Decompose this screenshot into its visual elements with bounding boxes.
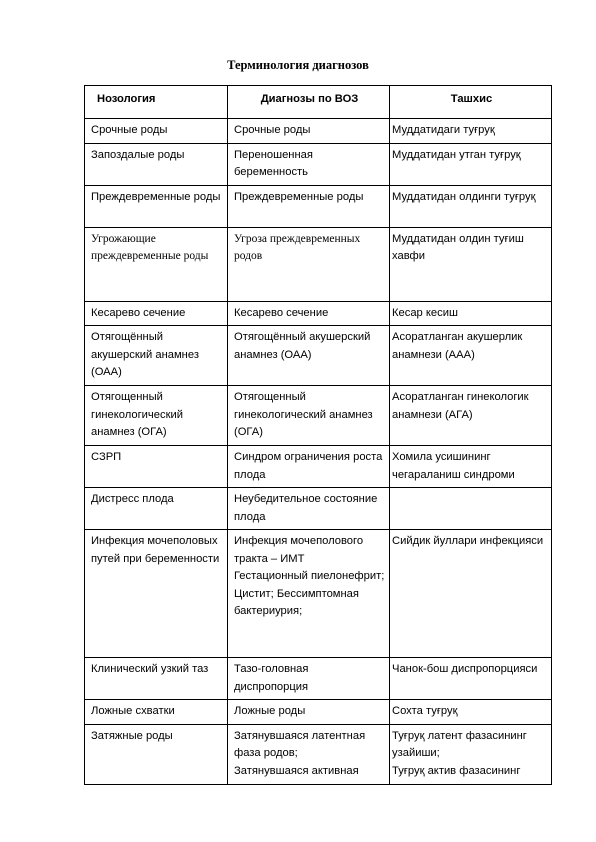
cell-nosology: Запоздалые роды xyxy=(85,143,228,185)
table-row xyxy=(85,227,552,301)
cell-tashkhis: Чанок-бош диспропорцияси xyxy=(390,658,552,700)
cell-nosology: Клинический узкий таз xyxy=(85,658,228,700)
table-header-row xyxy=(85,86,552,119)
cell-who: Затянувшаяся латентная фаза родов; Затянувшаяся активная xyxy=(228,724,390,784)
cell-who: Инфекция мочеполового тракта – ИМТ Гестационный пиелонефрит; Цистит; Бессимптомная бактериурия; xyxy=(228,530,390,658)
cell-nosology: Срочные роды xyxy=(85,119,228,144)
cell-who: Неубедительное состояние плода xyxy=(228,488,390,530)
document-title: Терминология диагнозов xyxy=(227,58,369,72)
cell-tashkhis: Асоратланган акушерлик анамнези (ААА) xyxy=(390,326,552,386)
header-tashkhis: Ташхис xyxy=(390,86,552,119)
cell-nosology: Затяжные роды xyxy=(85,724,228,784)
cell-who: Тазо-головная диспропорция xyxy=(228,658,390,700)
cell-who: Кесарево сечение xyxy=(228,301,390,326)
cell-who: Угроза преждевременных родов xyxy=(228,227,390,301)
cell-tashkhis: Хомила усишининг чегараланиш синдроми xyxy=(390,446,552,488)
cell-tashkhis: Сийдик йуллари инфекцияси xyxy=(390,530,552,658)
table-row xyxy=(85,386,552,446)
table-row xyxy=(85,143,552,185)
cell-nosology: Отягощённый акушерский анамнез (ОАА) xyxy=(85,326,228,386)
diagnosis-terminology-table xyxy=(84,85,552,785)
cell-nosology: Ложные схватки xyxy=(85,700,228,725)
cell-nosology: Отягощенный гинекологический анамнез (ОГА) xyxy=(85,386,228,446)
cell-nosology: Кесарево сечение xyxy=(85,301,228,326)
table-row xyxy=(85,326,552,386)
cell-nosology: Угрожающие преждевременные роды xyxy=(85,227,228,301)
cell-tashkhis: Муддатидаги туғруқ xyxy=(390,119,552,144)
cell-who: Переношенная беременность xyxy=(228,143,390,185)
table-row xyxy=(85,530,552,658)
cell-tashkhis: Муддатидан утган туғруқ xyxy=(390,143,552,185)
cell-tashkhis xyxy=(390,488,552,530)
cell-tashkhis: Асоратланган гинекологик анамнези (АГА) xyxy=(390,386,552,446)
table-row xyxy=(85,724,552,784)
cell-nosology: Преждевременные роды xyxy=(85,185,228,227)
table-row xyxy=(85,185,552,227)
cell-who: Синдром ограничения роста плода xyxy=(228,446,390,488)
cell-tashkhis: Кесар кесиш xyxy=(390,301,552,326)
cell-who: Срочные роды xyxy=(228,119,390,144)
cell-tashkhis: Сохта туғруқ xyxy=(390,700,552,725)
cell-nosology: Инфекция мочеполовых путей при беременности xyxy=(85,530,228,658)
cell-tashkhis: Муддатидан олдин туғиш хавфи xyxy=(390,227,552,301)
table-row xyxy=(85,488,552,530)
cell-nosology: СЗРП xyxy=(85,446,228,488)
cell-nosology: Дистресс плода xyxy=(85,488,228,530)
table-row xyxy=(85,119,552,144)
cell-tashkhis: Муддатидан олдинги туғруқ xyxy=(390,185,552,227)
cell-who: Ложные роды xyxy=(228,700,390,725)
cell-who: Отягощенный гинекологический анамнез (ОГА) xyxy=(228,386,390,446)
table-row xyxy=(85,301,552,326)
cell-tashkhis: Туғруқ латент фазасининг узайиши; Туғруқ актив фазасининг xyxy=(390,724,552,784)
cell-who: Преждевременные роды xyxy=(228,185,390,227)
header-nosology: Нозология xyxy=(85,86,228,119)
header-who-diagnoses: Диагнозы по ВОЗ xyxy=(228,86,390,119)
table-row xyxy=(85,446,552,488)
table-row xyxy=(85,658,552,700)
table-row xyxy=(85,700,552,725)
cell-who: Отягощённый акушерский анамнез (ОАА) xyxy=(228,326,390,386)
